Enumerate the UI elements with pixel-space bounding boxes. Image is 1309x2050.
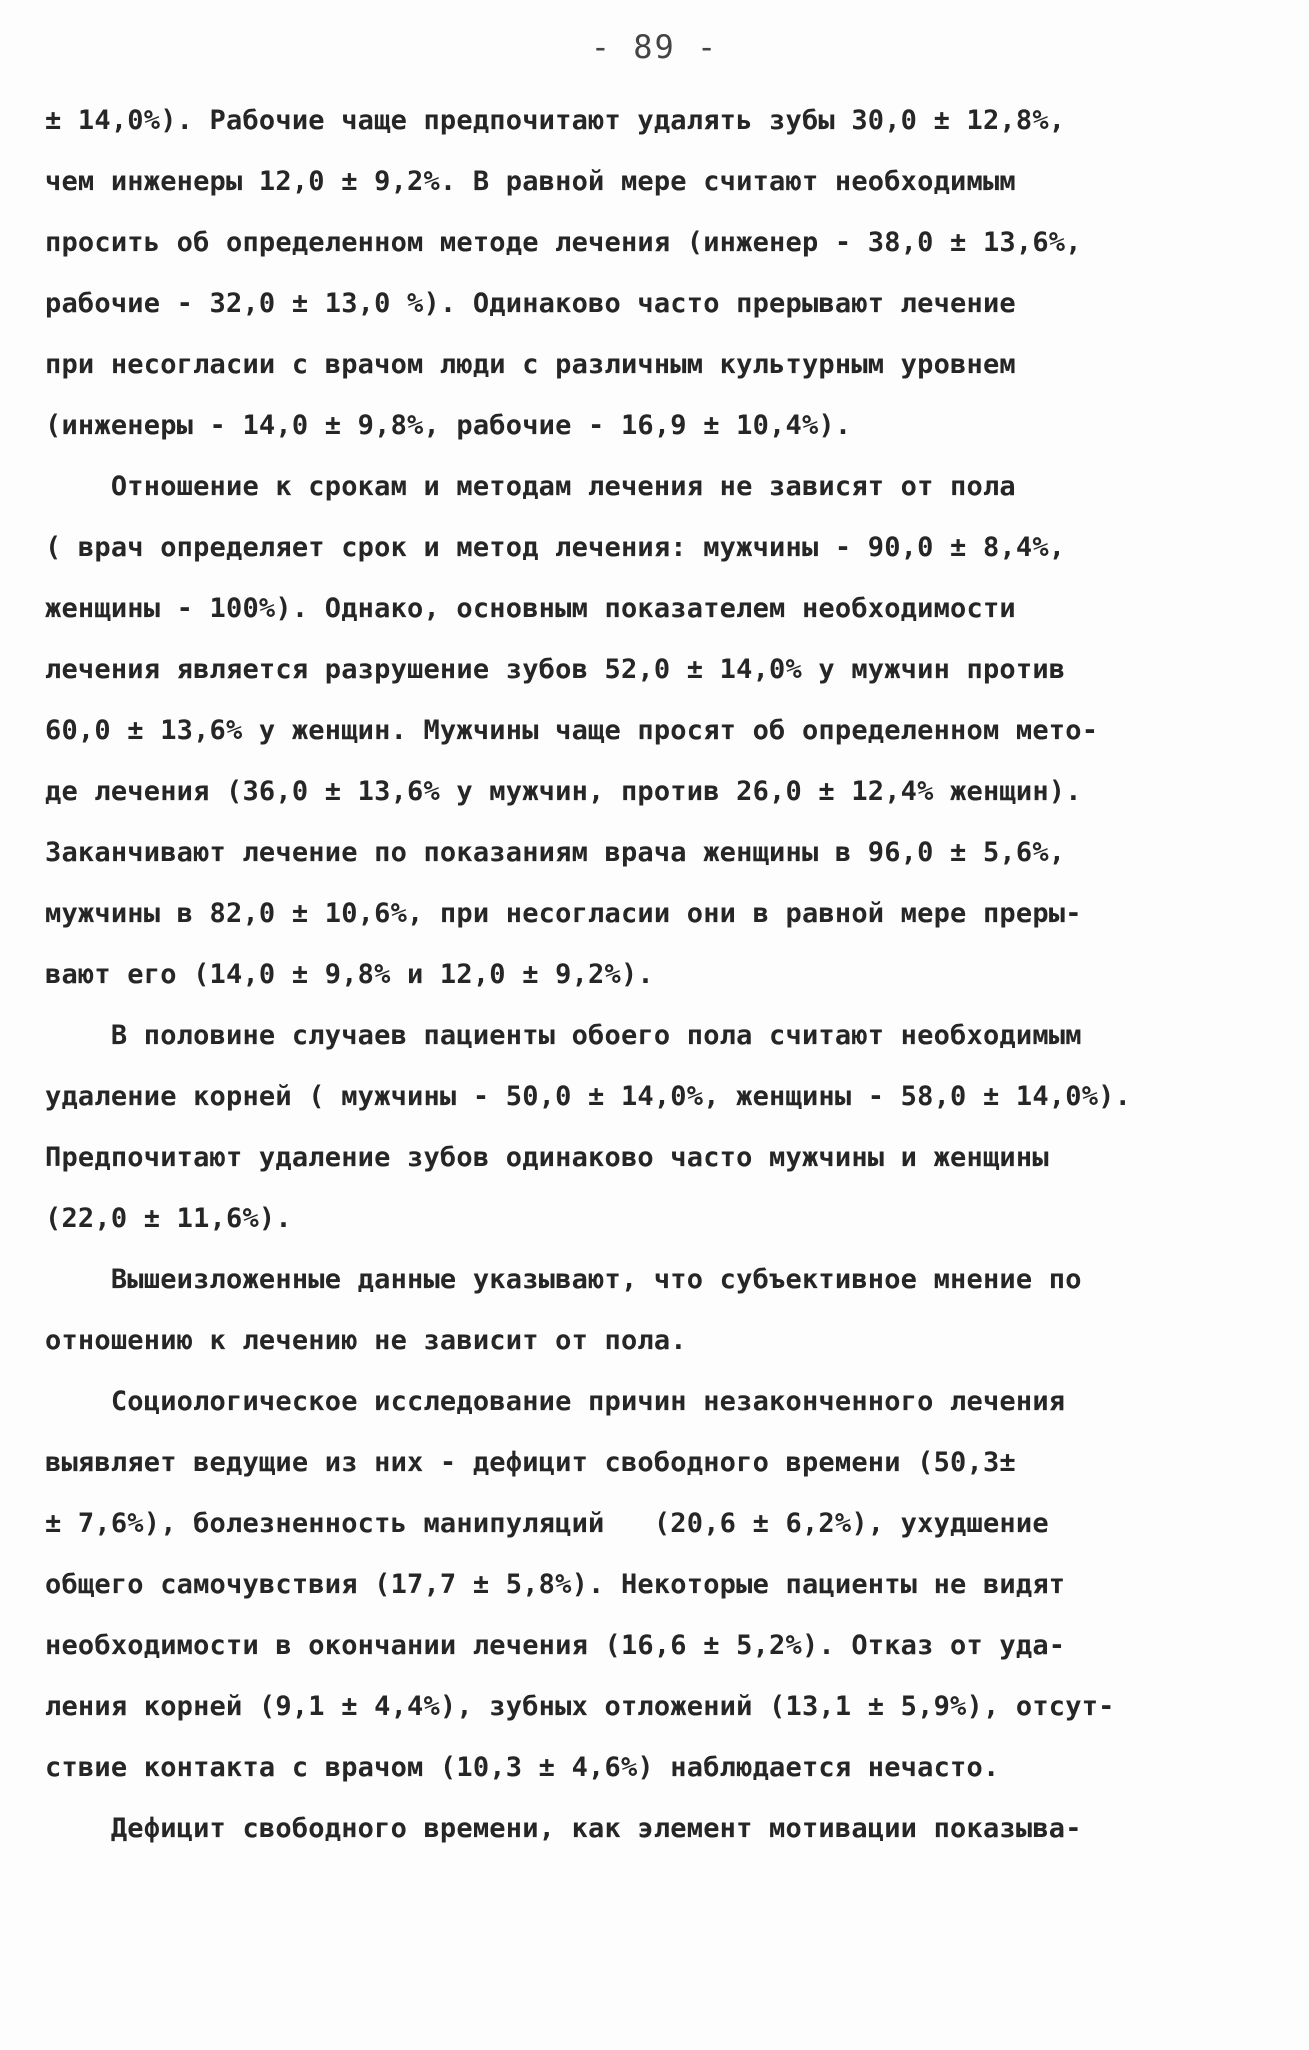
text-line: общего самочувствия (17,7 ± 5,8%). Некоторые пациенты не видят: [45, 1569, 1066, 1600]
text-line: просить об определенном методе лечения (инженер - 38,0 ± 13,6%,: [45, 227, 1082, 258]
text-line: ствие контакта с врачом (10,3 ± 4,6%) наблюдается нечасто.: [45, 1752, 1000, 1783]
text-line: Заканчивают лечение по показаниям врача женщины в 96,0 ± 5,6%,: [45, 837, 1066, 868]
text-line: при несогласии с врачом люди с различным культурным уровнем: [45, 349, 1016, 380]
text-line: Вышеизложенные данные указывают, что субъективное мнение по: [45, 1264, 1082, 1295]
text-line: (инженеры - 14,0 ± 9,8%, рабочие - 16,9 ± 10,4%).: [45, 410, 852, 441]
text-line: отношению к лечению не зависит от пола.: [45, 1325, 687, 1356]
page-number: - 89 -: [590, 28, 719, 66]
text-line: рабочие - 32,0 ± 13,0 %). Одинаково часто прерывают лечение: [45, 288, 1016, 319]
text-line: Предпочитают удаление зубов одинаково часто мужчины и женщины: [45, 1142, 1049, 1173]
text-line: выявляет ведущие из них - дефицит свободного времени (50,3±: [45, 1447, 1016, 1478]
text-line: лечения является разрушение зубов 52,0 ± 14,0% у мужчин против: [45, 654, 1066, 685]
text-line: Социологическое исследование причин незаконченного лечения: [45, 1386, 1066, 1417]
text-line: необходимости в окончании лечения (16,6 ± 5,2%). Отказ от уда-: [45, 1630, 1066, 1661]
text-line: ( врач определяет срок и метод лечения: мужчины - 90,0 ± 8,4%,: [45, 532, 1066, 563]
text-line: В половине случаев пациенты обоего пола считают необходимым: [45, 1020, 1082, 1051]
text-line: удаление корней ( мужчины - 50,0 ± 14,0%, женщины - 58,0 ± 14,0%).: [45, 1081, 1132, 1112]
text-line: ± 14,0%). Рабочие чаще предпочитают удалять зубы 30,0 ± 12,8%,: [45, 105, 1066, 136]
text-line: ления корней (9,1 ± 4,4%), зубных отложений (13,1 ± 5,9%), отсут-: [45, 1691, 1115, 1722]
text-line: де лечения (36,0 ± 13,6% у мужчин, против 26,0 ± 12,4% женщин).: [45, 776, 1082, 807]
text-line: 60,0 ± 13,6% у женщин. Мужчины чаще просят об определенном мето-: [45, 715, 1099, 746]
text-line: мужчины в 82,0 ± 10,6%, при несогласии они в равной мере преры-: [45, 898, 1082, 929]
text-line: женщины - 100%). Однако, основным показателем необходимости: [45, 593, 1016, 624]
text-line: чем инженеры 12,0 ± 9,2%. В равной мере считают необходимым: [45, 166, 1016, 197]
text-line: (22,0 ± 11,6%).: [45, 1203, 292, 1234]
text-line: ± 7,6%), болезненность манипуляций (20,6 ± 6,2%), ухудшение: [45, 1508, 1049, 1539]
body-text: [45, 90, 1275, 1859]
text-line: Отношение к срокам и методам лечения не зависят от пола: [45, 471, 1016, 502]
text-line: Дефицит свободного времени, как элемент мотивации показыва-: [45, 1813, 1082, 1844]
text-line: вают его (14,0 ± 9,8% и 12,0 ± 9,2%).: [45, 959, 654, 990]
